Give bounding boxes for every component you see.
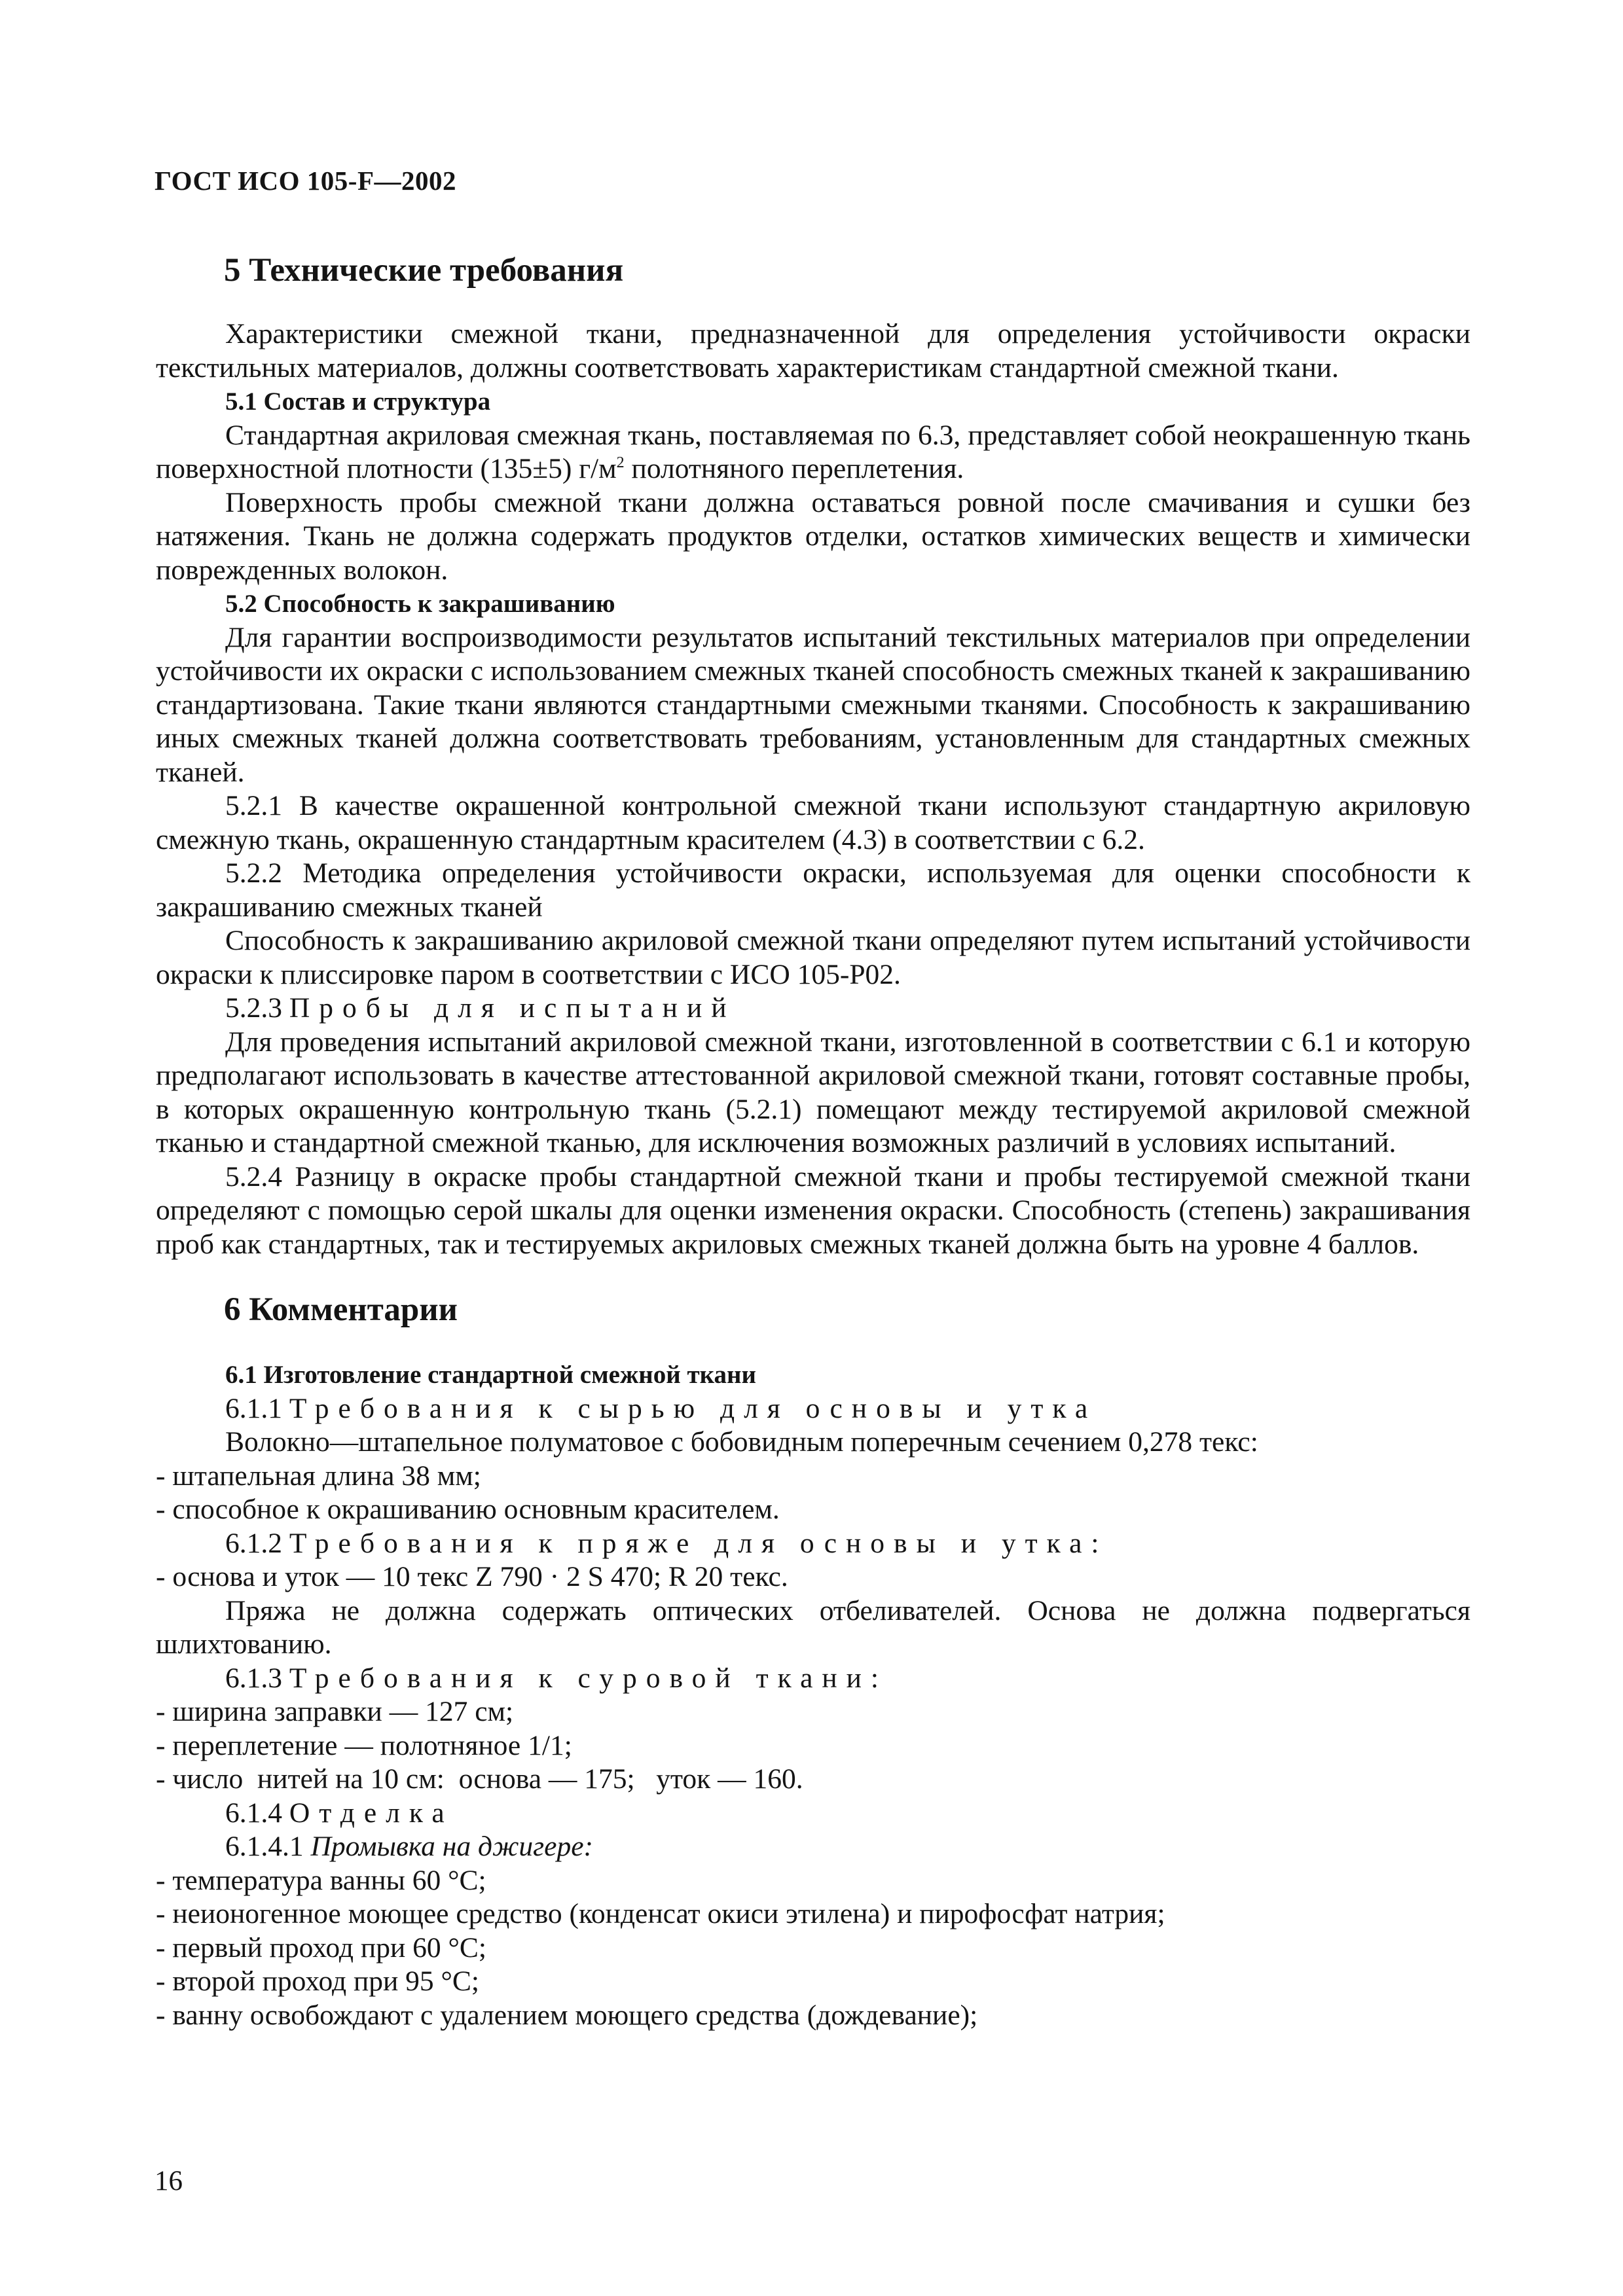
clause-5-2-2: 5.2.2 Методика определения устойчивости окраски, используемая для оценки способности к закрашиванию смежных тканей: [156, 857, 1470, 923]
list-item: - второй проход при 95 °С;: [156, 1965, 480, 1997]
clause-5-2-3-paragraph: Для проведения испытаний акриловой смежной ткани, изготовленной в соответствии с 6.1 и которую предполагают использовать в качестве аттестованной акриловой смежной ткани, готовят составные пробы, в которых окрашенную контрольную ткань (5.2.1) помещают между тестируемой акриловой смежной тканью и стандартной смежной тканью, для исключения возможных различий в условиях испытаний.: [156, 1026, 1470, 1158]
list-item: - способное к окрашиванию основным красителем.: [156, 1494, 780, 1525]
subsection-5-1-paragraph-1: Стандартная акриловая смежная ткань, поставляемая по 6.3, представляет собой неокрашенную ткань поверхностной плотности (135±5) $г/м^2$ полотняного переплетения.: [156, 419, 1470, 484]
clause-5-2-4: 5.2.4 Разницу в окраске пробы стандартной смежной ткани и пробы тестируемой смежной ткани определяют с помощью серой шкалы для оценки изменения окраски. Способность (степень) закрашивания проб как стандартных, так и тестируемых акриловых смежных тканей должна быть на уровне 4 баллов.: [156, 1160, 1470, 1260]
list-item: - температура ванны 60 °С;: [156, 1864, 486, 1896]
list-item: - переплетение — полотняное 1/1;: [156, 1729, 572, 1761]
subsection-5-1-title: 5.1 Состав и структура: [225, 387, 491, 416]
clause-5-2-2-paragraph: Способность к закрашиванию акриловой смежной ткани определяют путем испытаний устойчивости окраски к плиссировке паром в соответствии с ИСО 105-P02.: [156, 925, 1470, 990]
page-number: 16: [155, 2166, 183, 2197]
clause-6-1-3-heading: 6.1.3 Требования к суровой ткани:: [225, 1662, 888, 1694]
clause-6-1-2-heading: 6.1.2 Требования к пряже для основы и утка:: [225, 1527, 1108, 1559]
clause-6-1-2-paragraph: Пряжа не должна содержать оптических отбеливателей. Основа не должна подвергаться шлихтованию.: [156, 1594, 1470, 1660]
page-content: [156, 226, 1470, 2032]
clause-6-1-1-heading: 6.1.1 Требования к сырью для основы и утка: [225, 1392, 1097, 1424]
subsection-5-2-title: 5.2 Способность к закрашиванию: [225, 590, 615, 618]
list-item: - штапельная длина 38 мм;: [156, 1460, 481, 1492]
subsection-5-2-paragraph: Для гарантии воспроизводимости результатов испытаний текстильных материалов при определении устойчивости их окраски с использованием смежных тканей способность смежных тканей к закрашиванию стандартизована. Такие ткани являются стандартными смежными тканями. Способность к закрашиванию иных смежных тканей должна соответствовать требованиям, установленным для стандартных смежных тканей.: [156, 621, 1470, 788]
section-5-intro: Характеристики смежной ткани, предназначенной для определения устойчивости окраски текстильных материалов, должны соответствовать характеристикам стандартной смежной ткани.: [156, 318, 1470, 384]
clause-6-1-4-1-heading: 6.1.4.1 Промывка на джигере:: [225, 1831, 593, 1862]
clause-5-2-3-heading: 5.2.3 Пробы для испытаний: [225, 992, 736, 1024]
section-6-title: 6 Комментарии: [224, 1291, 458, 1328]
section-5-title: 5 Технические требования: [224, 252, 624, 289]
document-header: ГОСТ ИСО 105-F—2002: [155, 166, 457, 196]
subsection-6-1-title: 6.1 Изготовление стандартной смежной ткани: [225, 1361, 756, 1389]
subsection-5-1-paragraph-2: Поверхность пробы смежной ткани должна оставаться ровной после смачивания и сушки без натяжения. Ткань не должна содержать продуктов отделки, остатков химических веществ и химически поврежденных волокон.: [156, 486, 1470, 586]
list-item: - первый проход при 60 °С;: [156, 1931, 486, 1964]
list-item: - число нитей на 10 см: основа — 175; уток — 160.: [156, 1763, 803, 1795]
list-item: - неионогенное моющее средство (конденсат окиси этилена) и пирофосфат натрия;: [156, 1898, 1165, 1929]
clause-5-2-1: 5.2.1 В качестве окрашенной контрольной смежной ткани используют стандартную акриловую смежную ткань, окрашенную стандартным красителем (4.3) в соответствии с 6.2.: [156, 790, 1470, 855]
list-item: - ванну освобождают с удалением моющего средства (дождевание);: [156, 1999, 978, 2031]
clause-6-1-1-paragraph: Волокно—штапельное полуматовое с бобовидным поперечным сечением 0,278 текс:: [225, 1426, 1258, 1458]
list-item: - основа и уток — 10 текс Z 790 · 2 S 470; R 20 текс.: [156, 1561, 788, 1592]
list-item: - ширина заправки — 127 см;: [156, 1696, 514, 1727]
clause-6-1-4-heading: 6.1.4 Отделка: [225, 1797, 454, 1829]
